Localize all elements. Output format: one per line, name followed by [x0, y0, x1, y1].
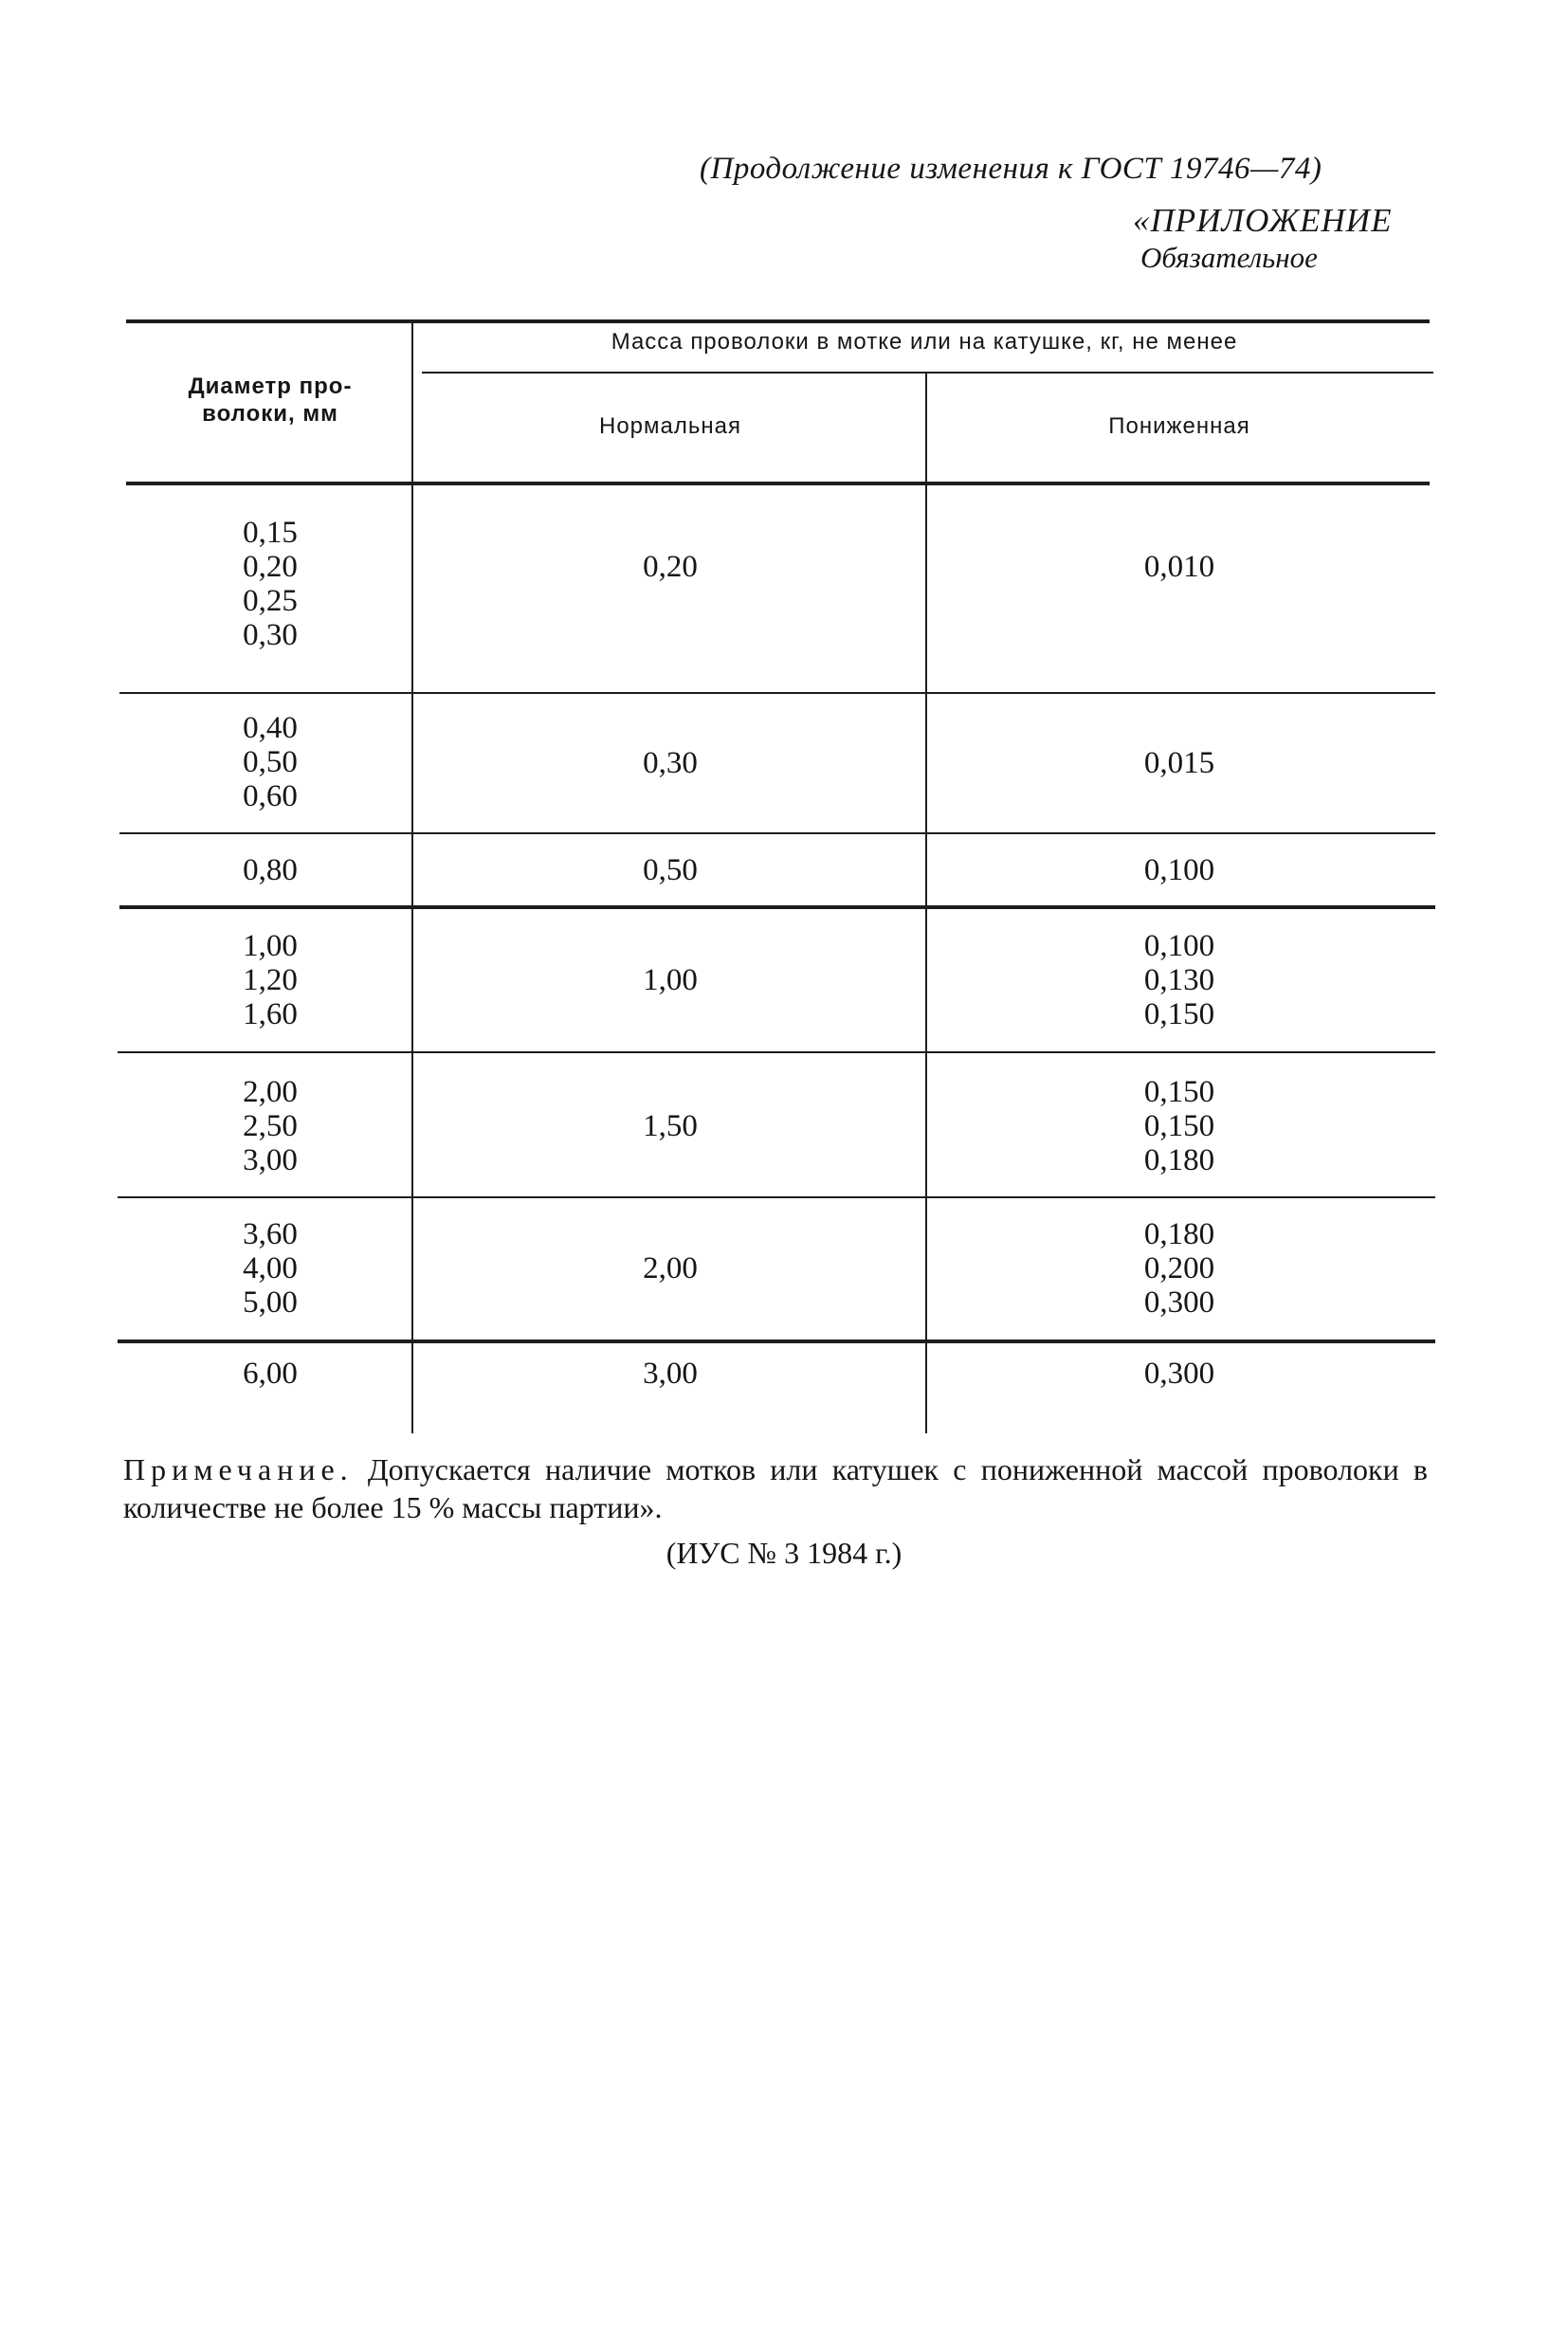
diameter-cell: 0,80 — [243, 853, 298, 887]
diameter-cell: 0,40 0,50 0,60 — [243, 711, 298, 813]
normal-mass-cell: 2,00 — [643, 1251, 698, 1285]
appendix-title: «ПРИЛОЖЕНИЕ — [1133, 202, 1393, 239]
table-note — [123, 1450, 1428, 1526]
diameter-cell: 1,00 1,20 1,60 — [243, 929, 298, 1031]
reduced-mass-cell: 0,300 — [1143, 1357, 1215, 1391]
normal-mass-cell: 3,00 — [643, 1357, 698, 1391]
column-header-diameter: Диаметр про- волоки, мм — [188, 374, 353, 427]
appendix-status: Обязательное — [1140, 241, 1318, 274]
reduced-mass-cell: 0,010 — [1143, 550, 1215, 584]
column-header-reduced: Пониженная — [1108, 413, 1250, 439]
normal-mass-cell: 1,00 — [643, 963, 698, 997]
diameter-cell: 2,00 2,50 3,00 — [243, 1075, 298, 1177]
reduced-mass-cell: 0,150 0,150 0,180 — [1143, 1075, 1215, 1177]
reduced-mass-cell: 0,015 — [1143, 746, 1215, 780]
reduced-mass-cell: 0,100 — [1143, 853, 1215, 887]
ius-reference: (ИУС № 3 1984 г.) — [665, 1536, 903, 1570]
reduced-mass-cell: 0,180 0,200 0,300 — [1143, 1217, 1215, 1320]
normal-mass-cell: 0,50 — [643, 853, 698, 887]
note-text: Допускается наличие мотков или катушек с пониженной массой проволоки в количестве не более 15 % массы партии». — [123, 1452, 1429, 1524]
continuation-header: (Продолжение изменения к ГОСТ 19746—74) — [700, 152, 1322, 186]
diameter-cell: 0,15 0,20 0,25 0,30 — [243, 516, 298, 652]
reduced-mass-cell: 0,100 0,130 0,150 — [1143, 929, 1215, 1031]
normal-mass-cell: 0,30 — [643, 746, 698, 780]
normal-mass-cell: 0,20 — [643, 550, 698, 584]
note-label: Примечание. — [123, 1452, 354, 1486]
column-header-normal: Нормальная — [599, 413, 741, 439]
diameter-cell: 6,00 — [243, 1357, 298, 1391]
normal-mass-cell: 1,50 — [643, 1109, 698, 1143]
column-header-mass-group: Масса проволоки в мотке или на катушке, кг, не менее — [611, 329, 1238, 355]
diameter-cell: 3,60 4,00 5,00 — [243, 1217, 298, 1320]
